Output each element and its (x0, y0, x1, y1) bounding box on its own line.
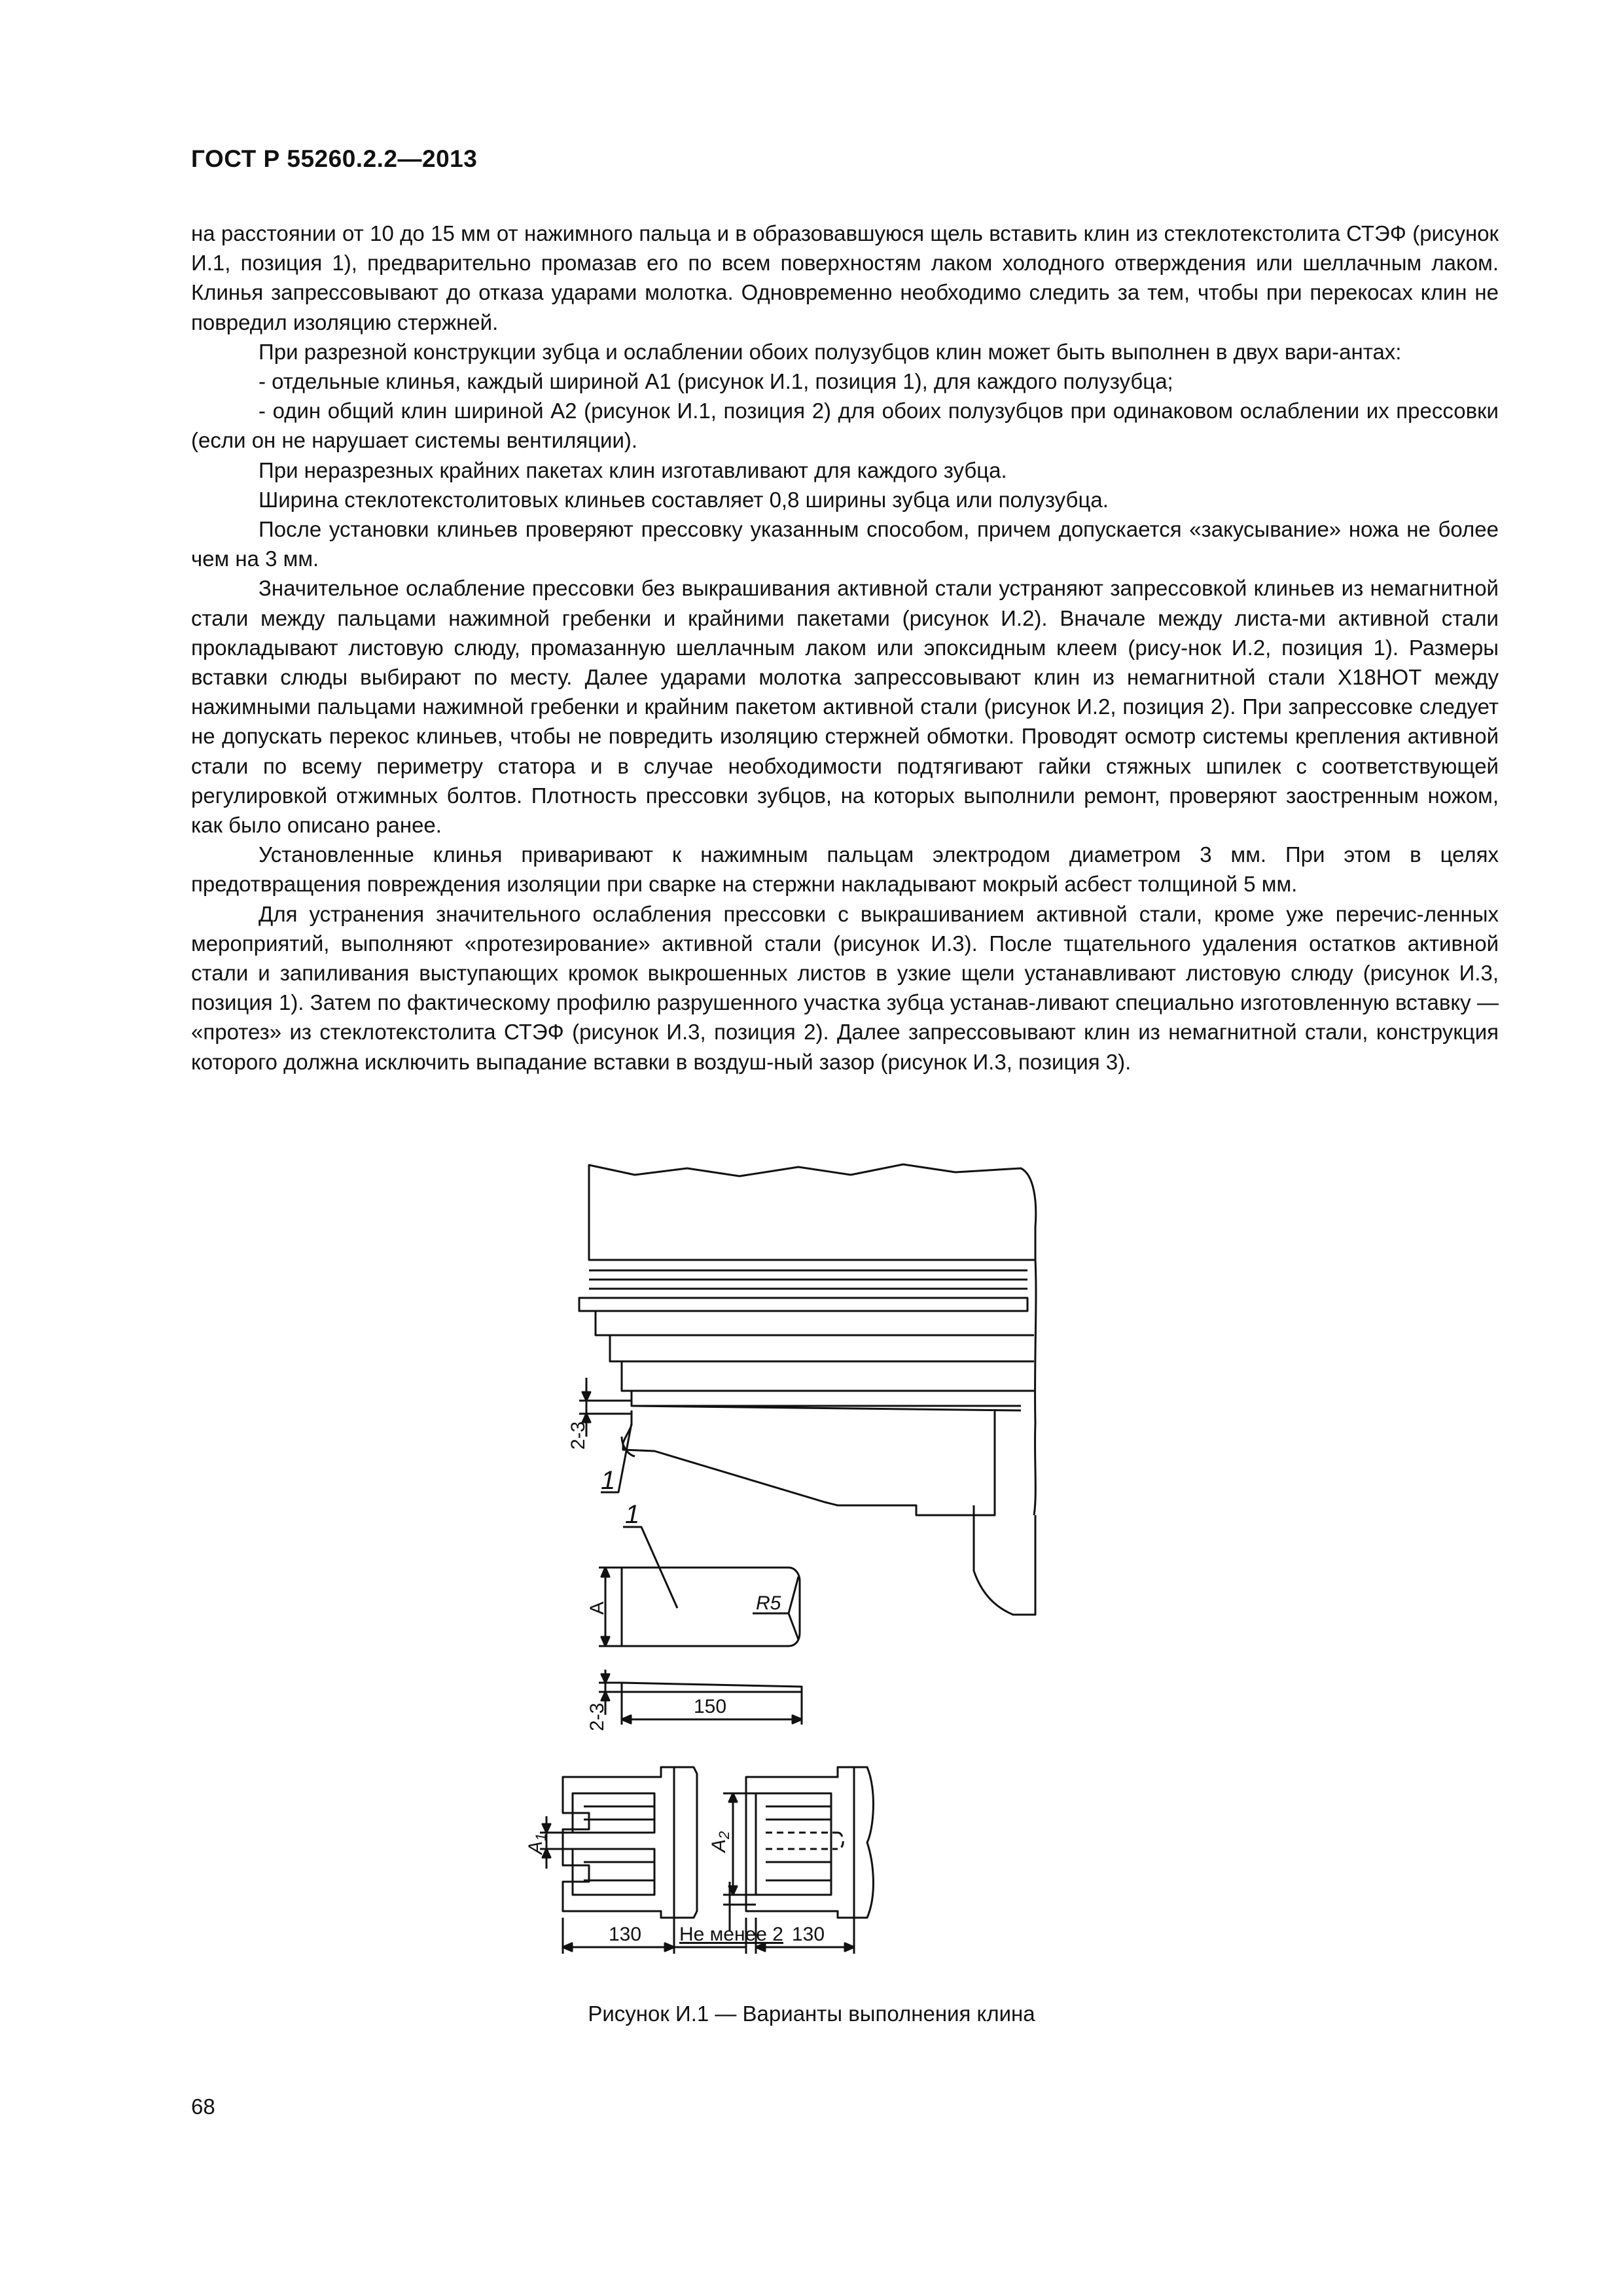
dim-a-label: A (586, 1601, 608, 1615)
top-block-outline (589, 1164, 1036, 1260)
wedge-slot (632, 1391, 1021, 1410)
paragraph: При разрезной конструкции зубца и ослаблении обоих полузубцов клин может быть выполнен в двух вари-антах: (259, 339, 1402, 364)
list-item: - отдельные клинья, каждый шириной А1 (рисунок И.1, позиция 1), для каждого полузубца; (259, 369, 1173, 394)
dim-150-label: 150 (694, 1696, 727, 1717)
plate-2 (589, 1280, 1027, 1289)
dim-side-arrow-1 (601, 1674, 609, 1683)
right-stem (974, 1505, 1035, 1615)
dim-side-arrow-2 (601, 1692, 609, 1700)
wedge-side (622, 1683, 802, 1692)
dim-min2-label: Не менее 2 (679, 1924, 783, 1945)
dim-gap-top-label: 2-3 (567, 1421, 589, 1450)
pressing-finger (623, 1410, 995, 1515)
paragraph: Для устранения значительного ослабления прессовки с выкрашиванием активной стали, кроме уже перечис-ленных мероприятий, выполняют «протезирование» активной стали (рисунок И.3). После тщательного удаления остатков активной стали и запиливания выступающих кромок выкрошенных листов в узкие щели устанавливают листовую слюду (рисунок И.3, позиция 1). Затем по фактическому профилю разрушенного участка зубца устанав-ливают специально изготовленную вставку — «протез» из стеклотекстолита СТЭФ (рисунок И.3, позиция 2). Далее запрессовывают клин из немагнитной стали, конструкция которого должна исключить выпадание вставки в воздуш-ный зазор (рисунок И.3, позиция 3). (191, 901, 1499, 1074)
document-header: ГОСТ Р 55260.2.2—2013 (191, 145, 478, 172)
dim-top-arrow-2 (582, 1414, 590, 1422)
dim-a-arrow-2 (601, 1637, 609, 1646)
list-item: - один общий клин шириной А2 (рисунок И.1, позиция 2) для обоих полузубцов при одинаковом ослаблении их прессовки (если он не нарушает системы вентиляции). (191, 399, 1499, 453)
wedge-figure (458, 1149, 1243, 2000)
dim-gap-wedge-label: 2-3 (586, 1702, 608, 1731)
dim-150-arrow-2 (793, 1715, 802, 1723)
dim-130-left-arrow-1 (563, 1943, 572, 1951)
paragraph: Установленные клинья приваривают к нажимным пальцам электродом диаметром 3 мм. При этом в целях предотвращения повреждения изоляции при сварке на стержни накладывают мокрый асбест толщиной 5 мм. (191, 842, 1499, 897)
body-text (191, 219, 1499, 1077)
left-split-inner (573, 1793, 654, 1895)
wedge-drawing (458, 1149, 1243, 2000)
pos-1-top-label: 1 (601, 1466, 616, 1495)
dim-a2-label: $A_2$ (708, 1831, 732, 1852)
right-cap (854, 1767, 873, 1918)
radius-label: R5 (756, 1592, 781, 1614)
dim-150-arrow-1 (622, 1715, 631, 1723)
dim-top-arrow-1 (582, 1392, 590, 1401)
plate-4 (596, 1311, 1034, 1335)
paragraph: После установки клиньев проверяют прессовку указанным способом, причем допускается «закусывание» ножа не более чем на 3 мм. (191, 517, 1499, 571)
right-edge (1034, 1260, 1036, 1515)
figure-caption: Рисунок И.1 — Варианты выполнения клина (588, 2001, 1035, 2026)
dim-130-right-arrow-2 (845, 1943, 854, 1951)
page-number: 68 (191, 2094, 215, 2119)
dim-a-arrow-1 (601, 1568, 609, 1577)
paragraph: Ширина стеклотекстолитовых клиньев составляет 0,8 ширины зубца или полузубца. (259, 487, 1109, 512)
left-cap (674, 1767, 697, 1918)
plate-1 (589, 1260, 1027, 1270)
dim-a1-label: $A_1$ (525, 1833, 549, 1854)
dim-a1-arrow-1 (543, 1824, 550, 1833)
plate-3 (579, 1298, 1027, 1311)
paragraph: При неразрезных крайних пакетах клин изготавливают для каждого зубца. (259, 457, 1007, 482)
dim-a2-arrow-1 (729, 1793, 737, 1802)
paragraph: Значительное ослабление прессовки без выкрашивания активной стали устраняют запрессовкой клиньев из немагнитной стали между пальцами нажимной гребенки и крайними пакетами (рисунок И.2). Вначале между листа-ми активной стали прокладывают листовую слюду, промазанную шеллачным лаком или эпоксидным клеем (рису-нок И.2, позиция 1). Размеры вставки слюды выбирают по месту. Далее ударами молотка запрессовывают клин из немагнитной стали Х18НОТ между нажимными пальцами нажимной гребенки и крайним пакетом активной стали (рисунок И.2, позиция 2). При запрессовке следует не допускать перекос клиньев, чтобы не повредить изоляцию стержней обмотки. Проводят осмотр системы крепления активной стали по всему периметру статора и в случае необходимости подтягивают гайки стяжных шпилек с соответствующей регулировкой отжимных болтов. Плотность прессовки зубцов, на которых выполнили ремонт, проверяют заостренным ножом, как было описано ранее. (191, 576, 1499, 838)
pos-1-wedge-label: 1 (625, 1500, 640, 1529)
right-common-inner (756, 1793, 831, 1895)
plate-5 (610, 1335, 1034, 1361)
dim-130-right-label: 130 (792, 1924, 825, 1945)
dim-130-left-label: 130 (609, 1924, 642, 1945)
paragraph: на расстоянии от 10 до 15 мм от нажимного пальца и в образовавшуюся щель вставить клин из стеклотекстолита СТЭФ (рисунок И.1, позиция 1), предварительно промазав его по всем поверхностям лаком холодного отверждения или шеллачным лаком. Клинья запрессовывают до отказа ударами молотка. Одновременно необходимо следить за тем, чтобы при перекосах клин не повредил изоляцию стержней. (191, 221, 1499, 334)
dim-130-left-arrow-2 (665, 1943, 674, 1951)
plate-6 (622, 1361, 1034, 1391)
